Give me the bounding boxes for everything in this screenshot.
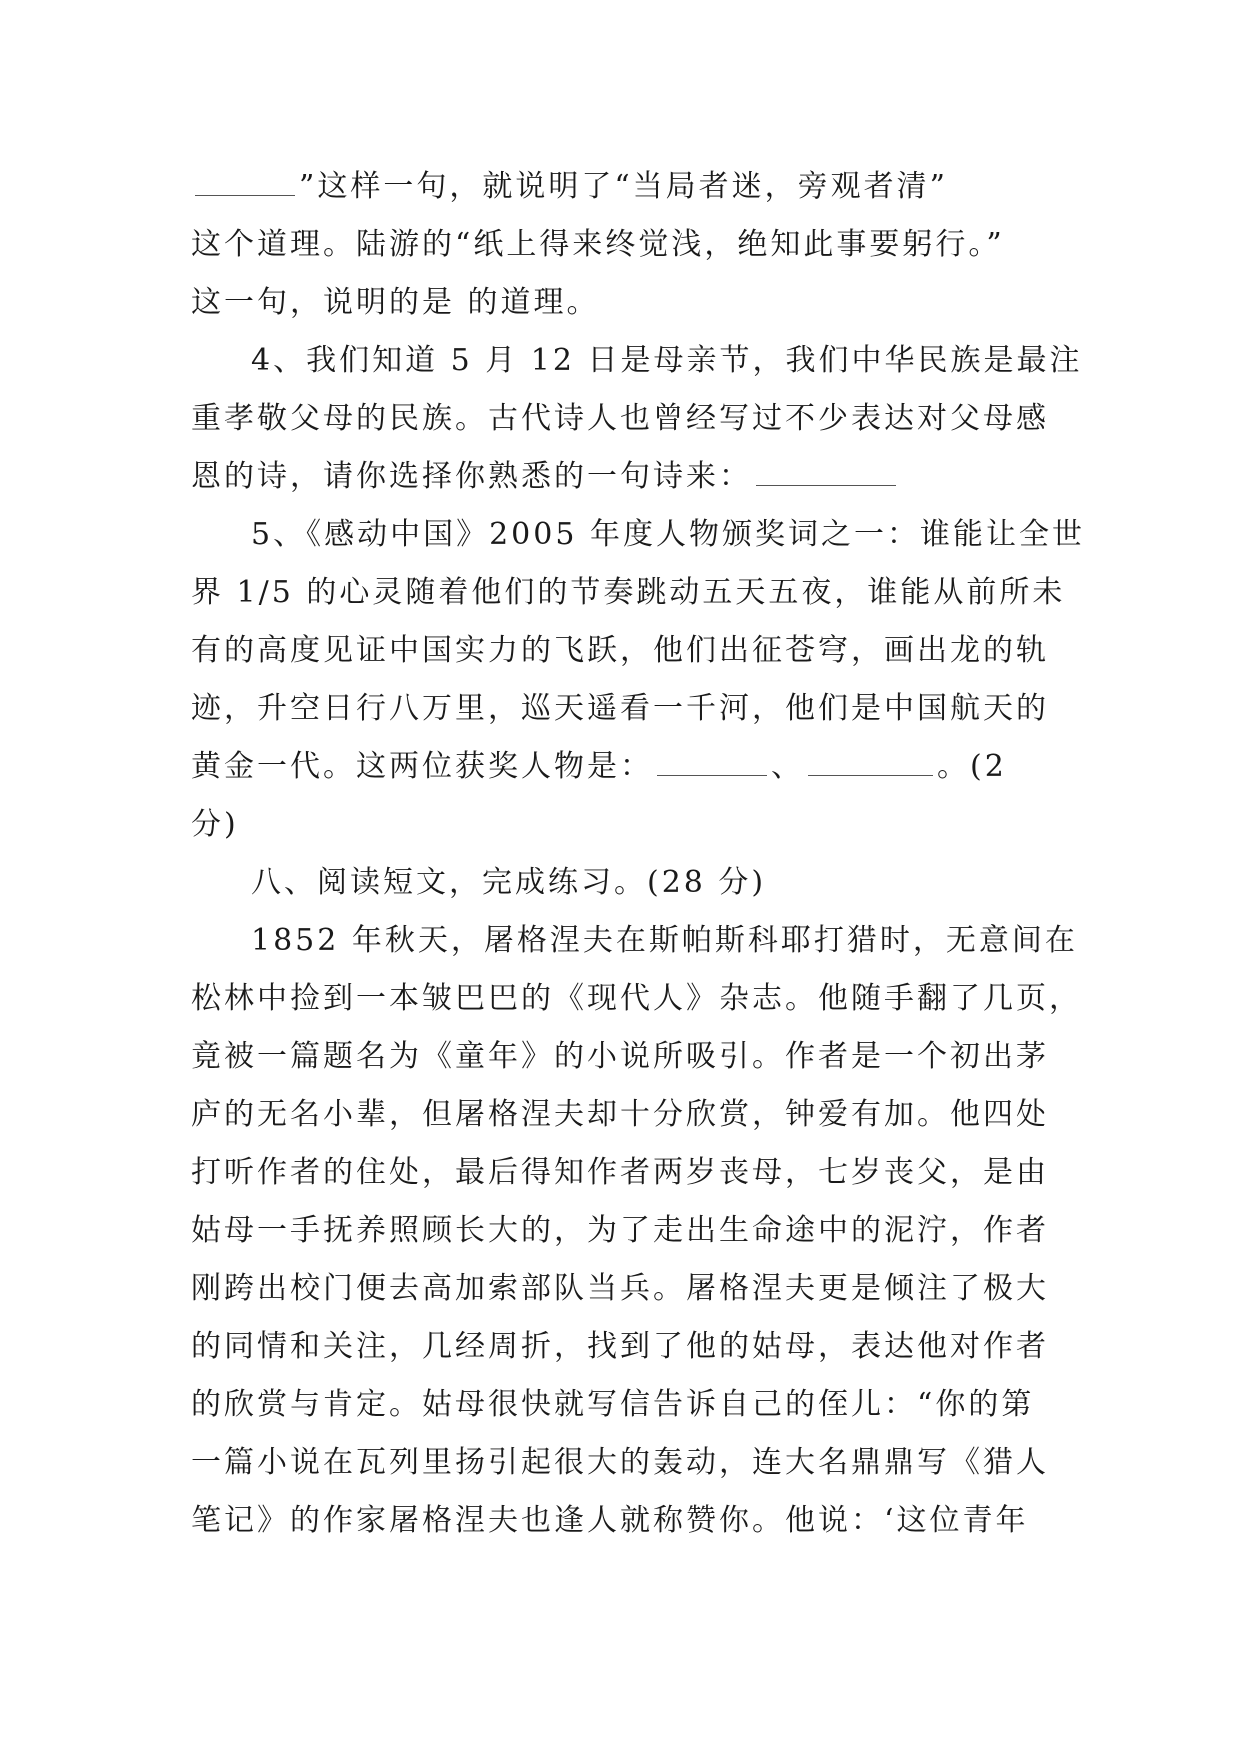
passage-line: 笔记》的作家屠格涅夫也逢人就称赞你。他说：‘这位青年	[191, 1503, 1029, 1538]
passage-line: 庐的无名小辈，但屠格涅夫却十分欣赏，钟爱有加。他四处	[191, 1097, 1049, 1132]
section-8-heading-text: 八、阅读短文，完成练习。(28 分)	[251, 865, 767, 900]
passage-line: 刚跨出校门便去高加索部队当兵。屠格涅夫更是倾注了极大	[191, 1271, 1049, 1306]
passage-line: 打听作者的住处，最后得知作者两岁丧母，七岁丧父，是由	[191, 1155, 1049, 1190]
q5-line-4: 迹，升空日行八万里，巡天遥看一千河，他们是中国航天的	[191, 691, 1049, 726]
q4-line-2: 重孝敬父母的民族。古代诗人也曾经写过不少表达对父母感	[191, 401, 1049, 436]
q3-line-2: 这个道理。陆游的“纸上得来终觉浅，绝知此事要躬行。”	[191, 227, 1005, 262]
q3-line-3: 这一句，说明的是 的道理。	[191, 285, 600, 320]
answer-blank-2[interactable]	[808, 749, 933, 776]
passage-line: 姑母一手抚养照顾长大的，为了走出生命途中的泥泞，作者	[191, 1213, 1049, 1248]
q4-line-1	[191, 332, 1083, 390]
q3-line-1	[191, 158, 1051, 216]
section-8-heading	[191, 854, 1051, 912]
passage-line: 1852 年秋天，屠格涅夫在斯帕斯科耶打猎时，无意间在	[251, 923, 1078, 958]
q4-line-3	[191, 448, 1051, 506]
q5-line-5-sep: 、	[771, 749, 804, 784]
passage-line: 的同情和关注，几经周折，找到了他的姑母，表达他对作者	[191, 1329, 1049, 1364]
answer-blank[interactable]	[195, 169, 295, 196]
passage-line: 松林中捡到一本皱巴巴的《现代人》杂志。他随手翻了几页，	[191, 981, 1082, 1016]
answer-blank[interactable]	[756, 459, 896, 486]
q5-line-1	[191, 506, 1085, 564]
passage-line: 竟被一篇题名为《童年》的小说所吸引。作者是一个初出茅	[191, 1039, 1049, 1074]
q5-line-5	[191, 738, 1051, 796]
question-4	[191, 332, 1083, 506]
q5-line-2: 界 1/5 的心灵随着他们的节奏跳动五天五夜，谁能从前所未	[191, 575, 1066, 610]
q4-line-3-text: 恩的诗，请你选择你熟悉的一句诗来：	[191, 459, 752, 494]
reading-passage	[191, 912, 1082, 1550]
document-body	[191, 158, 1085, 1550]
q5-line-1-text: 5、《感动中国》2005 年度人物颁奖词之一：谁能让全世	[251, 517, 1085, 552]
answer-blank-1[interactable]	[657, 749, 767, 776]
q3-line-1-text: ”这样一句，就说明了“当局者迷，旁观者清”	[299, 169, 949, 204]
passage-line: 一篇小说在瓦列里扬引起很大的轰动，连大名鼎鼎写《猎人	[191, 1445, 1049, 1480]
q5-line-5-text: 黄金一代。这两位获奖人物是：	[191, 749, 653, 784]
q4-line-1-text: 4、我们知道 5 月 12 日是母亲节，我们中华民族是最注	[251, 343, 1083, 378]
q5-line-6: 分)	[191, 807, 239, 842]
question-3-continuation	[191, 158, 1051, 332]
passage-line: 的欣赏与肯定。姑母很快就写信告诉自己的侄儿：“你的第	[191, 1387, 1035, 1422]
question-5	[191, 506, 1085, 854]
q5-line-5-end: 。(2	[937, 749, 1007, 784]
q5-line-3: 有的高度见证中国实力的飞跃，他们出征苍穹，画出龙的轨	[191, 633, 1049, 668]
